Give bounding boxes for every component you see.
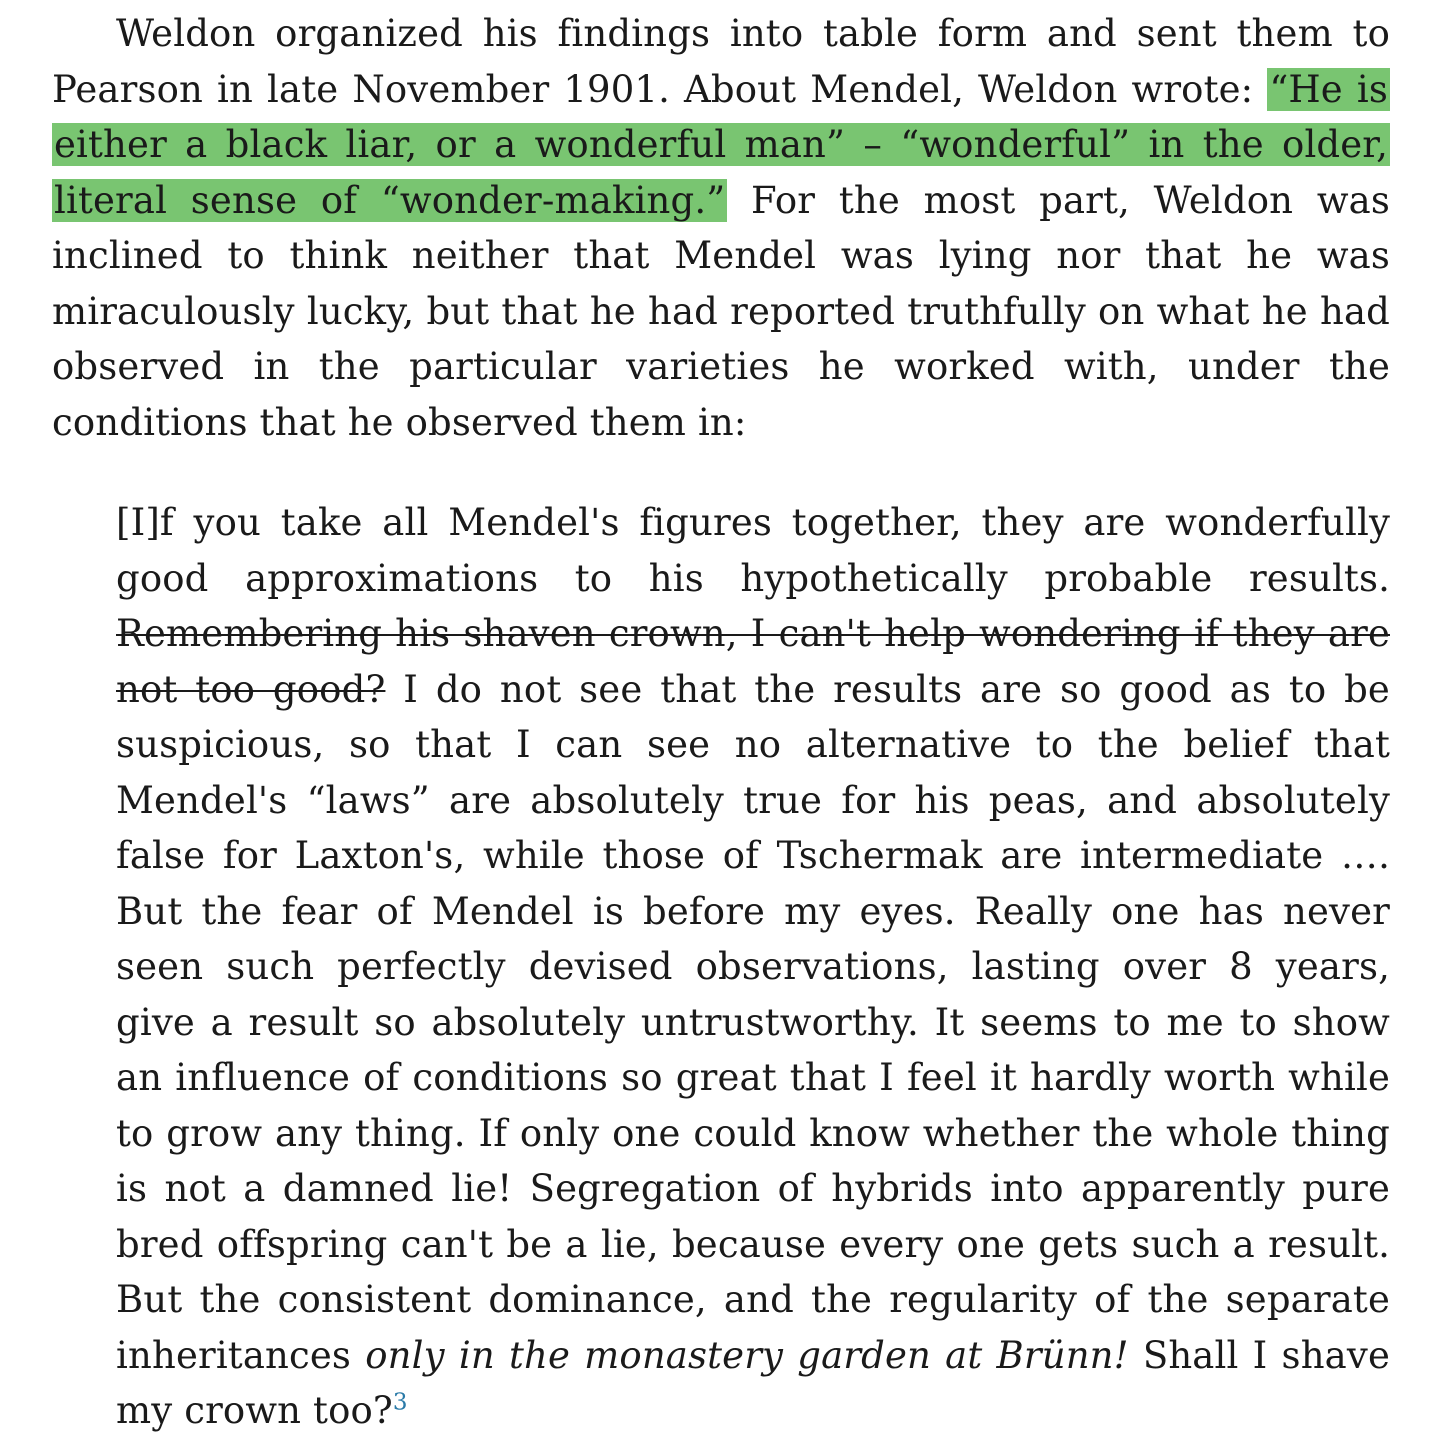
quote-text-1: [I]f you take all Mendel's figures together, they are wonderfully good approximations to his hypothetically probable results.	[116, 501, 1390, 600]
body-paragraph	[52, 6, 1390, 450]
paragraph-text-end: For the most part, Weldon was inclined to think neither that Mendel was lying nor that he was miraculously lucky, but that he had reported truthfully on what he had observed in the particular varieties he worked with, under the conditions that he observed them in:	[52, 178, 1390, 444]
paragraph-text-start: Weldon organized his findings into table form and sent them to Pearson in late November 1901. About Mendel, Weldon wrote:	[52, 12, 1390, 111]
quote-text-2: I do not see that the results are so good as to be suspicious, so that I can see no alternative to the belief that Mendel's “laws” are absolutely true for his peas, and absolutely false for Laxton's, while those of Tschermak are intermediate …. But the fear of Mendel is before my eyes. Really one has never seen such perfectly devised observations, lasting over 8 years, give a result so absolutely untrustworthy. It seems to me to show an influence of conditions so great that I feel it hardly worth while to grow any thing. If only one could know whether the whole thing is not a damned lie! Segregation of hybrids into apparently pure bred offspring can't be a lie, because every one gets such a result. But the consistent dominance, and the regularity of the separate inheritances	[116, 667, 1390, 1377]
block-quote	[116, 495, 1390, 1439]
struck-through-text: Remembering his shaven crown, I can't help wondering if they are not too good?	[116, 612, 1390, 711]
quote-text-3: Shall I shave my crown too?	[116, 1333, 1390, 1432]
highlighted-quote[interactable]: “He is either a black liar, or a wonderful man” – “wonderful” in the older, literal sense of “wonder-making.”	[54, 67, 1388, 222]
italic-emphasis: only in the monastery garden at Brünn!	[365, 1333, 1129, 1377]
footnote-link[interactable]: 3	[392, 1389, 408, 1416]
